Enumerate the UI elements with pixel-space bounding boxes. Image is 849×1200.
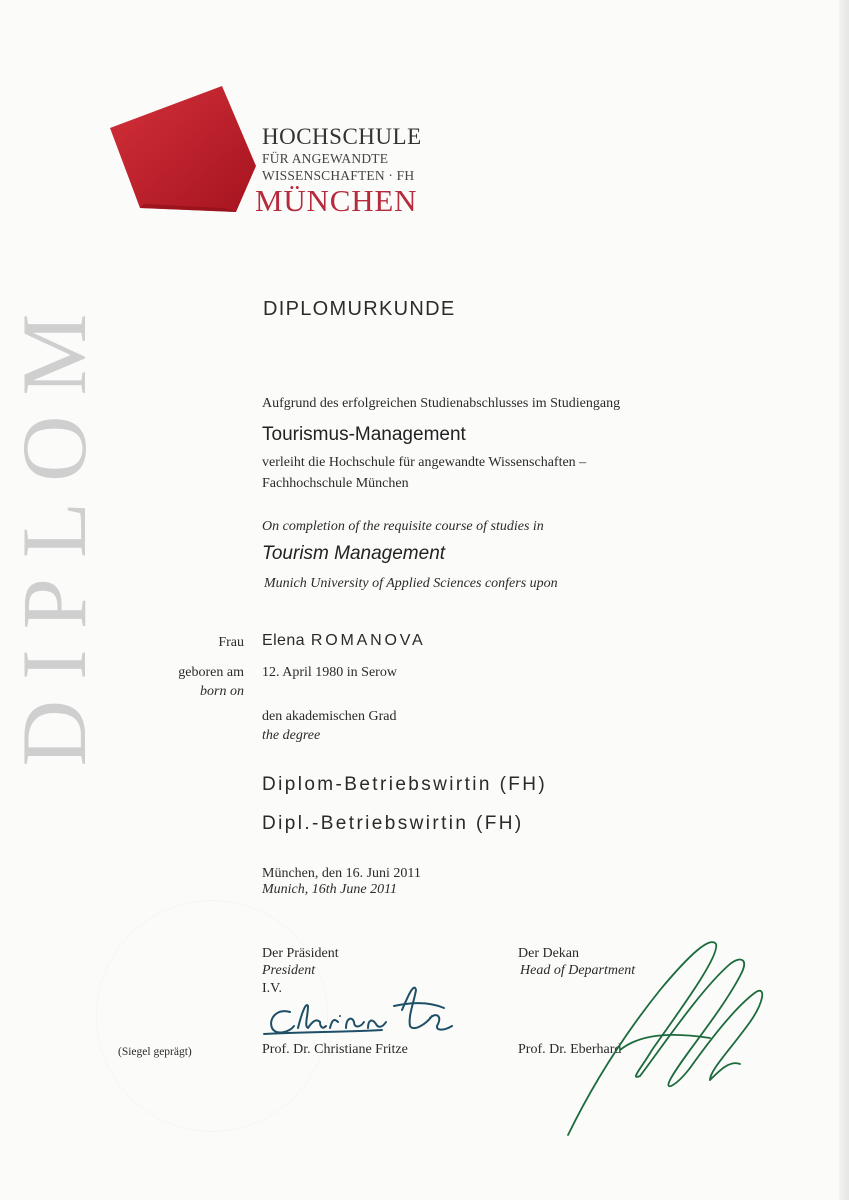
german-confer-line-2: Fachhochschule München — [262, 476, 409, 491]
date-en: Munich, 16th June 2011 — [262, 882, 398, 897]
recipient-last-name: ROMANOVA — [310, 632, 426, 649]
dean-signature — [560, 930, 770, 1140]
vertical-diplom-label: DIPLOM — [3, 293, 105, 767]
logo-line-3: WISSENSCHAFTEN · FH — [262, 168, 415, 183]
degree-full: Diplom-Betriebswirtin (FH) — [262, 774, 548, 795]
page-edge-shadow — [839, 0, 849, 1200]
president-signature — [262, 972, 467, 1042]
degree-abbrev: Dipl.-Betriebswirtin (FH) — [262, 813, 524, 834]
dean-title-de: Der Dekan — [518, 946, 580, 961]
born-label-en: born on — [200, 684, 244, 699]
document-title: DIPLOMURKUNDE — [263, 298, 456, 320]
birth-date-place: 12. April 1980 in Serow — [262, 665, 397, 680]
salutation-label: Frau — [218, 635, 244, 650]
date-de: München, den 16. Juni 2011 — [262, 866, 421, 881]
logo-red-mark — [104, 84, 264, 224]
seal-note: (Siegel geprägt) — [118, 1046, 192, 1058]
dean-name: Prof. Dr. Eberhard — [518, 1042, 622, 1057]
born-label-de: geboren am — [178, 665, 244, 680]
english-intro: On completion of the requisite course of studies in — [262, 519, 544, 534]
english-program: Tourism Management — [262, 543, 446, 564]
dean-title-en: Head of Department — [520, 963, 636, 978]
recipient-first-name: Elena — [262, 632, 305, 649]
recipient-name — [262, 632, 425, 650]
president-title-de: Der Präsident — [262, 946, 339, 961]
english-confer: Munich University of Applied Sciences confers upon — [264, 576, 558, 591]
president-title-en: President — [262, 963, 316, 978]
german-intro: Aufgrund des erfolgreichen Studienabschlusses im Studiengang — [262, 396, 621, 411]
president-iv: I.V. — [262, 981, 282, 996]
degree-label-de: den akademischen Grad — [262, 709, 397, 724]
president-name: Prof. Dr. Christiane Fritze — [262, 1042, 408, 1057]
university-logo — [104, 84, 434, 224]
logo-line-4: MÜNCHEN — [255, 183, 418, 218]
logo-line-1: HOCHSCHULE — [262, 124, 422, 149]
german-program: Tourismus-Management — [262, 424, 466, 445]
german-confer-line-1: verleiht die Hochschule für angewandte Wissenschaften – — [262, 455, 587, 470]
vertical-diplom-text — [0, 290, 110, 770]
degree-label-en: the degree — [262, 728, 321, 743]
logo-line-2: FÜR ANGEWANDTE — [262, 151, 389, 166]
